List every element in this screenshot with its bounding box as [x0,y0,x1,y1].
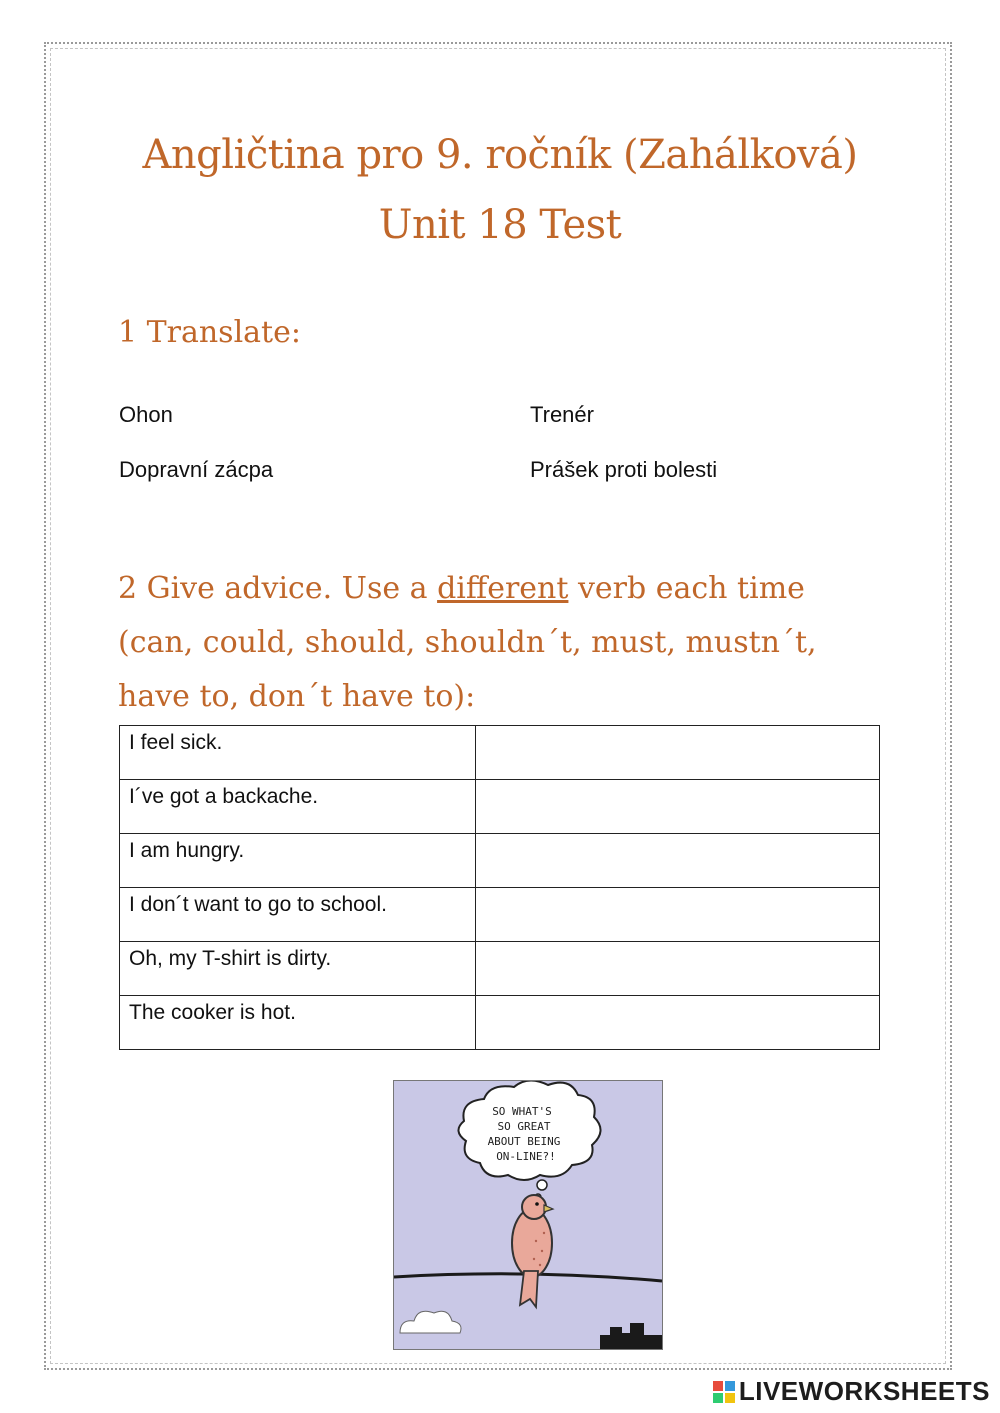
speech-line: ABOUT BEING [487,1135,561,1148]
table-row [120,996,880,1050]
translate-word: Dopravní zácpa [119,457,274,482]
bird-cartoon [393,1080,663,1350]
answer-cell[interactable] [476,726,880,780]
translate-word: Ohon [119,402,173,427]
section-2-title [118,562,888,724]
advice-prompt: The cooker is hot. [120,996,476,1050]
answer-cell[interactable] [476,996,880,1050]
answer-cell[interactable] [476,888,880,942]
answer-cell[interactable] [476,780,880,834]
answer-cell[interactable] [476,834,880,888]
speech-line: ON-LINE?! [496,1150,556,1163]
liveworksheets-logo-icon [713,1381,735,1403]
section-2-title-part1: 2 Give advice. Use a [118,571,438,606]
liveworksheets-logo [713,1376,990,1407]
table-row [120,888,880,942]
advice-prompt: Oh, my T-shirt is dirty. [120,942,476,996]
answer-cell[interactable] [476,942,880,996]
advice-table [119,725,880,1050]
advice-prompt: I feel sick. [120,726,476,780]
section-2-title-emphasis: different [437,571,569,606]
translate-word: Prášek proti bolesti [530,457,718,482]
speech-line: SO WHAT'S [492,1105,552,1118]
advice-prompt: I don´t want to go to school. [120,888,476,942]
table-row [120,780,880,834]
table-row [120,834,880,888]
speech-line: SO GREAT [497,1120,551,1133]
advice-prompt: I´ve got a backache. [120,780,476,834]
advice-prompt: I am hungry. [120,834,476,888]
translate-word: Trenér [530,402,594,427]
bird-cartoon-drawing [394,1081,662,1349]
table-row [120,942,880,996]
section-1-title: 1 Translate: [118,315,301,350]
page-subtitle: Unit 18 Test [378,202,622,248]
section-2-title-part2: verb each time (can, could, should, shouldn´t, must, mustn´t, have to, don´t have to): [118,571,817,714]
liveworksheets-logo-text: LIVEWORKSHEETS [738,1376,990,1406]
table-row [120,726,880,780]
page-title: Angličtina pro 9. ročník (Zahálková) [142,132,858,178]
